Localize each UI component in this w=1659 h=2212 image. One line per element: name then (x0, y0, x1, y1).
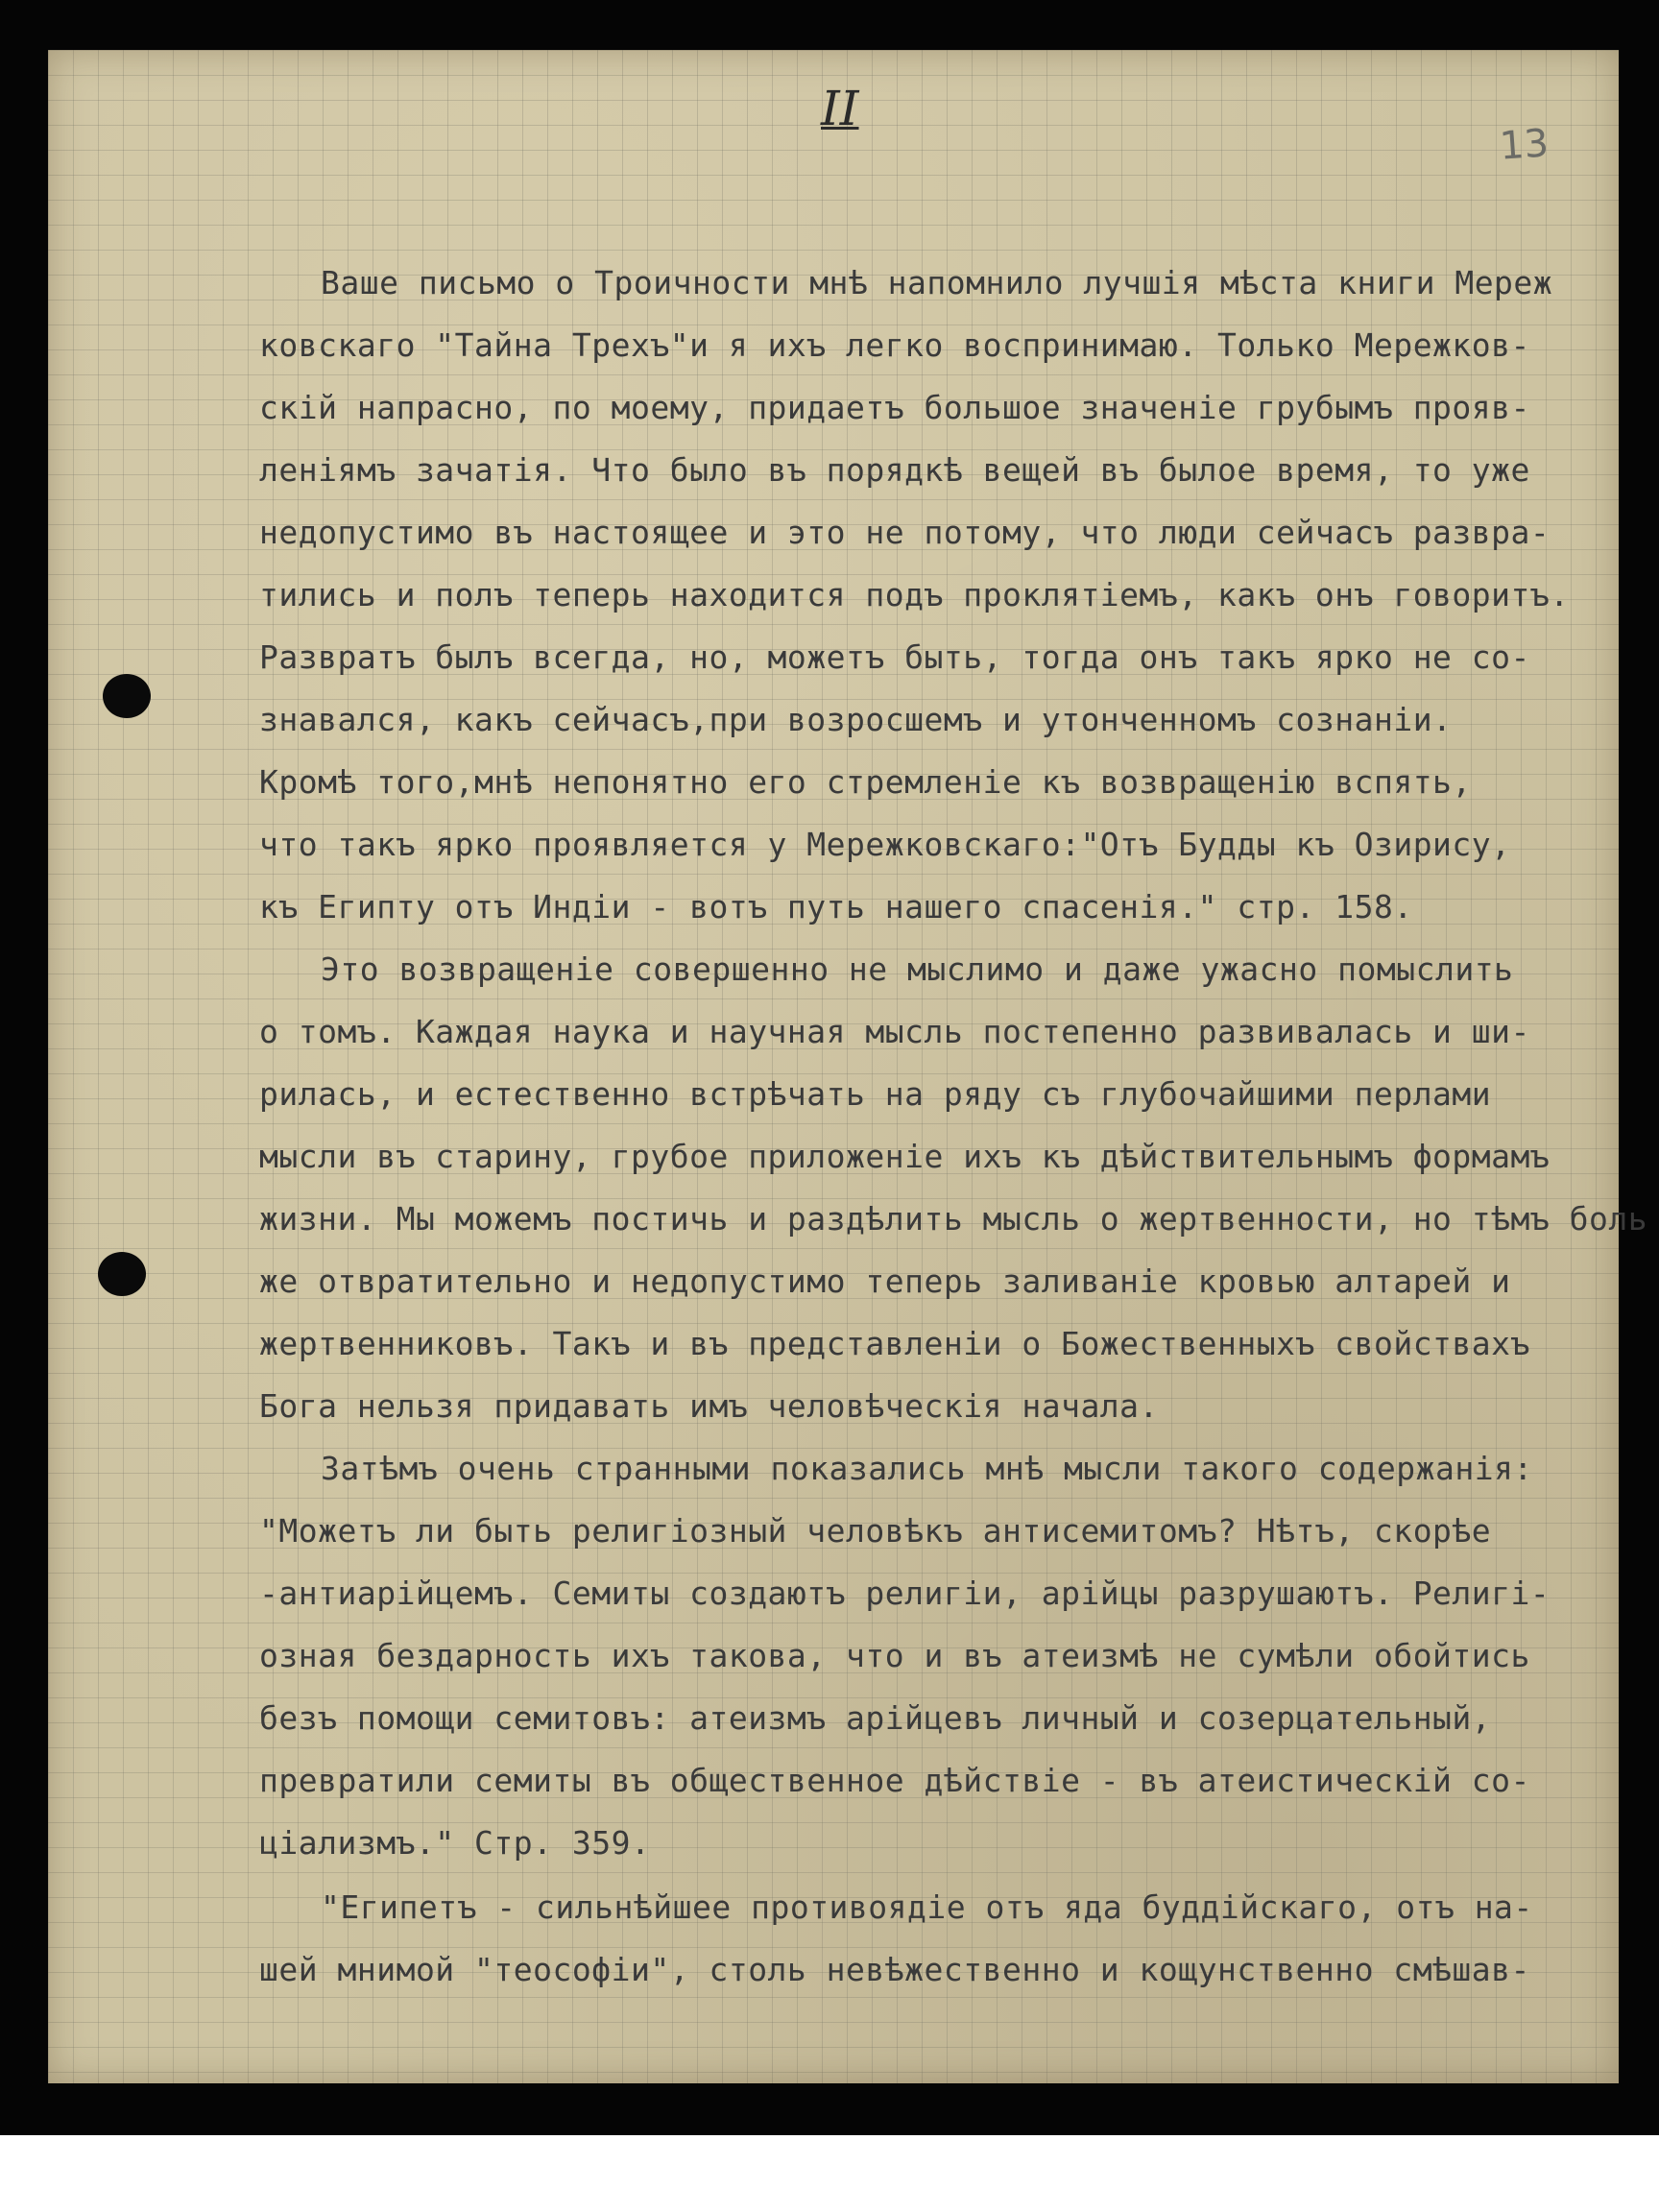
text-line: Это возвращеніе совершенно не мыслимо и даже ужасно помыслить (321, 950, 1514, 988)
text-line: рилась, и естественно встрѣчать на ряду съ глубочайшими перлами (259, 1075, 1492, 1113)
text-line: шей мнимой "теософіи", столь невѣжественно и кощунственно смѣшав- (259, 1951, 1530, 1988)
text-line: "Египетъ - сильнѣйшее противоядіе отъ яда буддійскаго, отъ на- (321, 1888, 1533, 1926)
page-marker: II (821, 81, 859, 136)
text-line: Затѣмъ очень странными показались мнѣ мысли такого содержанія: (321, 1450, 1533, 1487)
text-line: "Можетъ ли быть религіозный человѣкъ антисемитомъ? Нѣтъ, скорѣе (259, 1512, 1492, 1550)
text-line: о томъ. Каждая наука и научная мысль постепенно развивалась и ши- (259, 1013, 1530, 1050)
text-line: жизни. Мы можемъ постичь и раздѣлить мысль о жертвенности, но тѣмъ боль (259, 1200, 1648, 1238)
text-line: что такъ ярко проявляется у Мережковскаго:"Отъ Будды къ Озирису, (259, 826, 1511, 863)
text-line: знавался, какъ сейчасъ,при возросшемъ и утонченномъ сознаніи. (259, 701, 1453, 738)
text-line: ціализмъ." Стр. 359. (259, 1824, 651, 1862)
text-line: Развратъ былъ всегда, но, можетъ быть, тогда онъ такъ ярко не со- (259, 638, 1530, 676)
text-line: Кромѣ того,мнѣ непонятно его стремленіе къ возвращенію вспять, (259, 763, 1472, 801)
text-line: безъ помощи семитовъ: атеизмъ арійцевъ личный и созерцательный, (259, 1699, 1492, 1737)
text-line: тились и полъ теперь находится подъ проклятіемъ, какъ онъ говоритъ. (259, 576, 1570, 613)
text-line: къ Египту отъ Индіи - вотъ путь нашего спасенія." стр. 158. (259, 888, 1413, 926)
typed-body-text (259, 252, 1648, 2001)
text-line: же отвратительно и недопустимо теперь заливаніе кровью алтарей и (259, 1262, 1511, 1300)
text-line: превратили семиты въ общественное дѣйствіе - въ атеистическій со- (259, 1762, 1530, 1799)
folio-number: 13 (1498, 121, 1551, 169)
text-line: недопустимо въ настоящее и это не потому, что люди сейчасъ развра- (259, 514, 1551, 551)
text-line: -антиарійцемъ. Семиты создаютъ религіи, арійцы разрушаютъ. Религі- (259, 1575, 1551, 1612)
text-line: озная бездарность ихъ такова, что и въ атеизмѣ не сумѣли обойтись (259, 1637, 1530, 1674)
text-line: мысли въ старину, грубое приложеніе ихъ къ дѣйствительнымъ формамъ (259, 1138, 1551, 1175)
text-line: жертвенниковъ. Такъ и въ представленіи о Божественныхъ свойствахъ (259, 1325, 1530, 1362)
text-line: леніямъ зачатія. Что было въ порядкѣ вещей въ былое время, то уже (259, 451, 1530, 489)
text-line: Ваше письмо о Троичности мнѣ напомнило лучшія мѣста книги Мереж (321, 264, 1553, 301)
text-line: Бога нельзя придавать имъ человѣческія начала. (259, 1387, 1159, 1425)
punch-hole-bottom (98, 1252, 146, 1296)
text-line: ковскаго "Тайна Трехъ"и я ихъ легко воспринимаю. Только Мережков- (259, 326, 1530, 364)
text-line: скій напрасно, по моему, придаетъ большое значеніе грубымъ прояв- (259, 389, 1530, 426)
punch-hole-top (103, 674, 151, 718)
